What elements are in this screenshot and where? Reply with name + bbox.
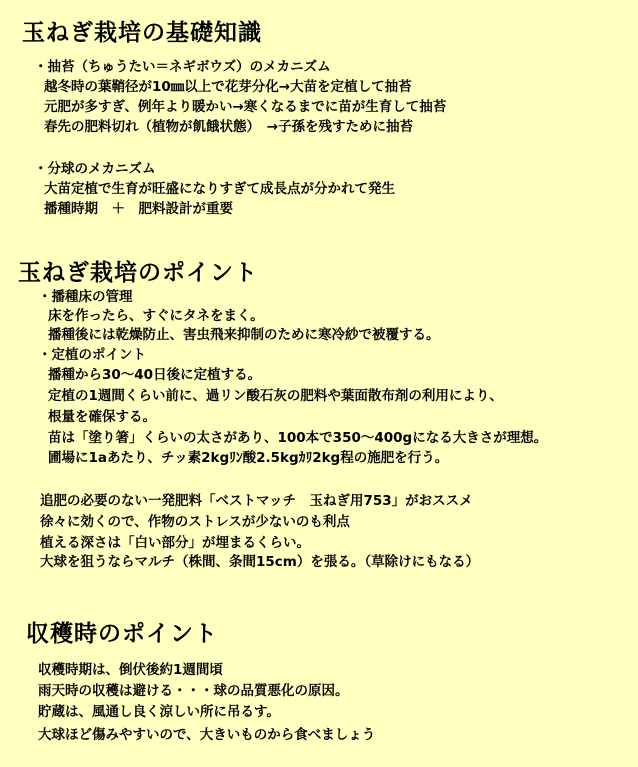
text-line: 大球ほど傷みやすいので、大きいものから食べましょう — [38, 727, 376, 743]
text-line: 播種後には乾燥防止、害虫飛来抑制のために寒冷紗で被覆する。 — [48, 327, 440, 343]
text-line: 雨天時の収穫は避ける・・・球の品質悪化の原因。 — [38, 683, 349, 699]
section-title-cultivation-points: 玉ねぎ栽培のポイント — [18, 260, 258, 286]
text-line: 大苗定植で生育が旺盛になりすぎて成長点が分かれて発生 — [44, 181, 395, 197]
text-line: 大球を狙うならマルチ（株間、条間15cm）を張る。（草除けにもなる） — [40, 554, 480, 570]
text-line: 播種時期 ＋ 肥料設計が重要 — [44, 201, 233, 217]
text-line: 圃場に1aあたり、チッ素2kgﾘﾝ酸2.5kgｶﾘ2kg程の施肥を行う。 — [48, 450, 449, 466]
text-line: 追肥の必要のない一発肥料「ベストマッチ 玉ねぎ用753」がおススメ — [40, 493, 473, 509]
text-line: 床を作ったら、すぐにタネをまく。 — [48, 308, 264, 324]
text-line: 元肥が多すぎ、例年より暖かい→寒くなるまでに苗が生育して抽苔 — [44, 99, 447, 115]
bullet-bulb-split-heading: ・分球のメカニズム — [34, 161, 156, 177]
text-line: 根量を確保する。 — [48, 409, 156, 425]
text-line: 春先の肥料切れ（植物が飢餓状態） →子孫を残すために抽苔 — [44, 119, 414, 135]
text-line: 定植の1週間くらい前に、過リン酸石灰の肥料や葉面散布剤の利用により、 — [48, 388, 503, 404]
bullet-seedbed-heading: ・播種床の管理 — [38, 289, 133, 305]
section-title-harvest-points: 収穫時のポイント — [26, 621, 218, 647]
text-line: 苗は「塗り箸」くらいの太さがあり、100本で350～400gになる大きさが理想。 — [48, 430, 548, 446]
bullet-transplant-heading: ・定植のポイント — [38, 347, 146, 363]
text-line: 収穫時期は、倒伏後約1週間頃 — [38, 662, 223, 678]
text-line: 植える深さは「白い部分」が埋まるくらい。 — [40, 535, 310, 551]
text-line: 徐々に効くので、作物のストレスが少ないのも利点 — [40, 514, 350, 530]
text-line: 越冬時の葉鞘径が10㎜以上で花芽分化→大苗を定植して抽苔 — [44, 79, 412, 95]
text-line: 貯蔵は、風通し良く涼しい所に吊るす。 — [38, 704, 280, 720]
bullet-bolting-heading: ・抽苔（ちゅうたい＝ネギボウズ）のメカニズム — [34, 59, 331, 75]
text-line: 播種から30～40日後に定植する。 — [48, 367, 262, 383]
section-title-basics: 玉ねぎ栽培の基礎知識 — [22, 20, 262, 46]
